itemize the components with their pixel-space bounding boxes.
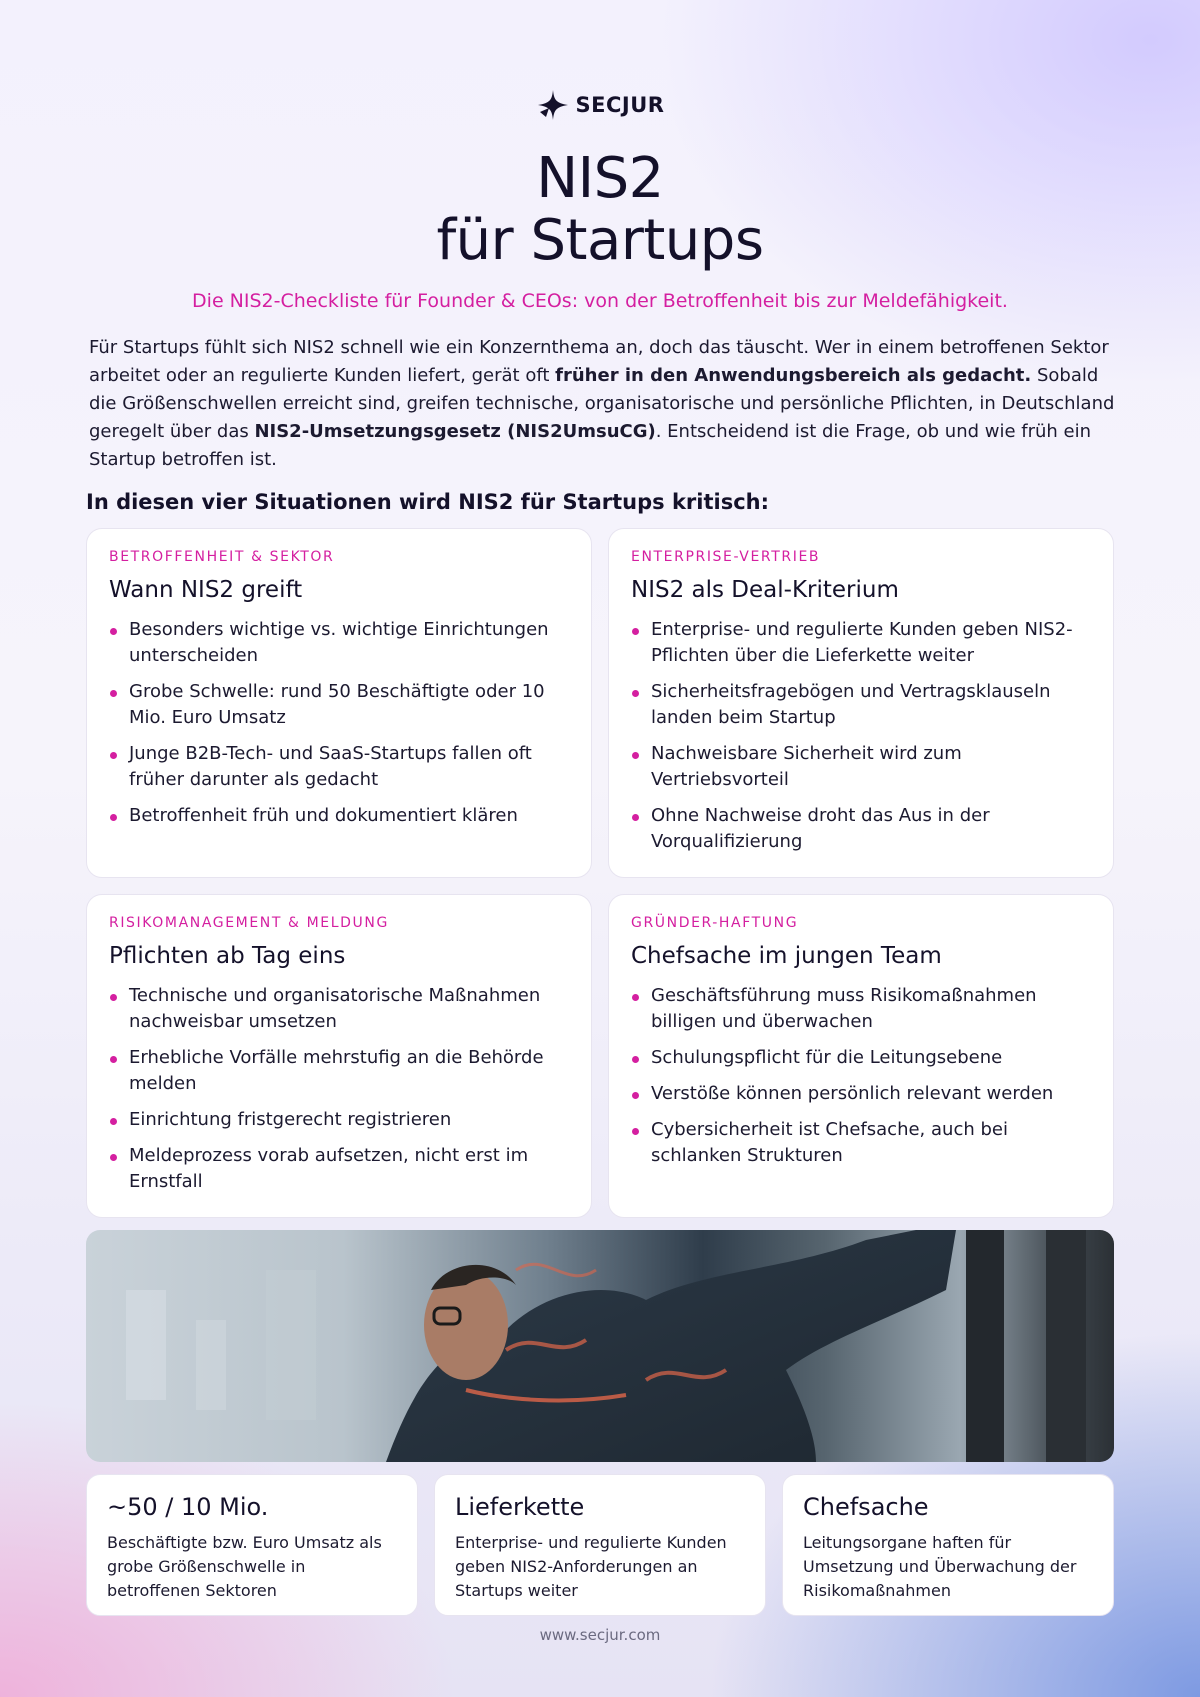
intro-text-2: Sobald die Größenschwellen erreicht sind, greifen technische, organisatorische und persönliche Pflichten, in Deutschland geregelt über das	[89, 365, 1115, 442]
list-item-text: Enterprise- und regulierte Kunden geben NIS2-Pflichten über die Lieferkette weiter	[651, 619, 1073, 666]
list-item-text: Grobe Schwelle: rund 50 Beschäftigte oder 10 Mio. Euro Umsatz	[129, 681, 545, 728]
list-item	[631, 803, 1091, 855]
intro-bold-2: NIS2-Umsetzungsgesetz (NIS2UmsuCG)	[254, 421, 656, 442]
bullet-dot-icon	[110, 994, 117, 1001]
list-item-text: Cybersicherheit ist Chefsache, auch bei schlanken Strukturen	[651, 1119, 1008, 1166]
list-item-text: Einrichtung fristgerecht registrieren	[129, 1109, 452, 1130]
bullet-dot-icon	[632, 994, 639, 1001]
bullet-dot-icon	[632, 752, 639, 759]
list-item	[631, 1117, 1091, 1169]
list-item	[631, 679, 1091, 731]
stat-value: Chefsache	[803, 1493, 929, 1521]
list-item	[109, 1045, 569, 1097]
stat-card-chefsache	[782, 1474, 1114, 1616]
bullet-dot-icon	[110, 690, 117, 697]
card-tag: BETROFFENHEIT & SEKTOR	[109, 549, 335, 565]
list-item-text: Junge B2B-Tech- und SaaS-Startups fallen oft früher darunter als gedacht	[129, 743, 532, 790]
list-item-text: Erhebliche Vorfälle mehrstufig an die Behörde melden	[129, 1047, 544, 1094]
bullet-dot-icon	[632, 1092, 639, 1099]
title-line-2: für Startups	[436, 208, 764, 273]
list-item	[631, 1081, 1091, 1107]
list-item-text: Sicherheitsfragebögen und Vertragsklauseln landen beim Startup	[651, 681, 1051, 728]
list-item	[109, 617, 569, 669]
bullet-dot-icon	[632, 814, 639, 821]
list-item	[631, 983, 1091, 1035]
card-enterprise-vertrieb	[608, 528, 1114, 878]
card-list	[109, 617, 569, 829]
bullet-dot-icon	[110, 814, 117, 821]
card-gruender-haftung	[608, 894, 1114, 1218]
stat-description: Leitungsorgane haften für Umsetzung und Überwachung der Risikomaßnahmen	[803, 1533, 1077, 1600]
bullet-dot-icon	[632, 628, 639, 635]
section-heading: In diesen vier Situationen wird NIS2 für Startups kritisch:	[86, 490, 770, 514]
brand-name: SECJUR	[575, 93, 665, 117]
list-item-text: Ohne Nachweise droht das Aus in der Vorqualifizierung	[651, 805, 990, 852]
list-item	[109, 741, 569, 793]
card-risikomanagement	[86, 894, 592, 1218]
list-item-text: Schulungspflicht für die Leitungsebene	[651, 1047, 1003, 1068]
stat-card-threshold	[86, 1474, 418, 1616]
list-item	[631, 1045, 1091, 1071]
bullet-dot-icon	[110, 1056, 117, 1063]
bullet-dot-icon	[110, 628, 117, 635]
list-item	[631, 741, 1091, 793]
bullet-dot-icon	[632, 690, 639, 697]
list-item	[631, 617, 1091, 669]
list-item-text: Betroffenheit früh und dokumentiert klären	[129, 805, 518, 826]
list-item-text: Verstöße können persönlich relevant werden	[651, 1083, 1054, 1104]
card-betroffenheit	[86, 528, 592, 878]
bullet-dot-icon	[632, 1056, 639, 1063]
list-item-text: Meldeprozess vorab aufsetzen, nicht erst im Ernstfall	[129, 1145, 529, 1192]
intro-text-1: Für Startups fühlt sich NIS2 schnell wie ein Konzernthema an, doch das täuscht. Wer in einem betroffenen Sektor arbeitet oder an regulierte Kunden liefert, gerät oft	[89, 337, 1109, 386]
list-item-text: Besonders wichtige vs. wichtige Einrichtungen unterscheiden	[129, 619, 549, 666]
stat-card-lieferkette	[434, 1474, 766, 1616]
bullet-dot-icon	[110, 1118, 117, 1125]
card-list	[631, 983, 1091, 1169]
stat-description: Enterprise- und regulierte Kunden geben NIS2-Anforderungen an Startups weiter	[455, 1533, 727, 1600]
list-item	[109, 983, 569, 1035]
bullet-dot-icon	[110, 752, 117, 759]
card-tag: GRÜNDER-HAFTUNG	[631, 915, 799, 931]
stat-description: Beschäftigte bzw. Euro Umsatz als grobe Größenschwelle in betroffenen Sektoren	[107, 1533, 382, 1600]
bullet-dot-icon	[110, 1154, 117, 1161]
intro-bold-1: früher in den Anwendungsbereich als gedacht.	[555, 365, 1032, 386]
page-title	[0, 148, 1200, 272]
list-item-text: Nachweisbare Sicherheit wird zum Vertriebsvorteil	[651, 743, 962, 790]
card-title: Chefsache im jungen Team	[631, 943, 942, 969]
card-title: Pflichten ab Tag eins	[109, 943, 346, 969]
page-subtitle: Die NIS2-Checkliste für Founder & CEOs: von der Betroffenheit bis zur Meldefähigkeit.	[192, 290, 1008, 312]
person-at-glass-board-photo	[86, 1230, 1114, 1462]
stat-value: Lieferkette	[455, 1493, 585, 1521]
intro-paragraph	[89, 334, 1119, 474]
card-list	[631, 617, 1091, 855]
list-item-text: Technische und organisatorische Maßnahmen nachweisbar umsetzen	[129, 985, 541, 1032]
bullet-dot-icon	[632, 1128, 639, 1135]
footer-url[interactable]: www.secjur.com	[539, 1626, 661, 1644]
card-title: NIS2 als Deal-Kriterium	[631, 577, 899, 603]
list-item	[109, 803, 569, 829]
title-line-1: NIS2	[536, 146, 664, 211]
list-item	[109, 1107, 569, 1133]
list-item	[109, 679, 569, 731]
list-item	[109, 1143, 569, 1195]
brand-logo[interactable]	[0, 88, 1200, 122]
list-item-text: Geschäftsführung muss Risikomaßnahmen billigen und überwachen	[651, 985, 1037, 1032]
card-tag: ENTERPRISE-VERTRIEB	[631, 549, 821, 565]
intro-text-3: . Entscheidend ist die Frage, ob und wie früh ein Startup betroffen ist.	[89, 421, 1092, 470]
stat-value: ~50 / 10 Mio.	[107, 1493, 269, 1521]
card-list	[109, 983, 569, 1195]
photo-illustration	[86, 1230, 1114, 1462]
card-title: Wann NIS2 greift	[109, 577, 303, 603]
star-icon	[536, 88, 570, 122]
card-tag: RISIKOMANAGEMENT & MELDUNG	[109, 915, 389, 931]
